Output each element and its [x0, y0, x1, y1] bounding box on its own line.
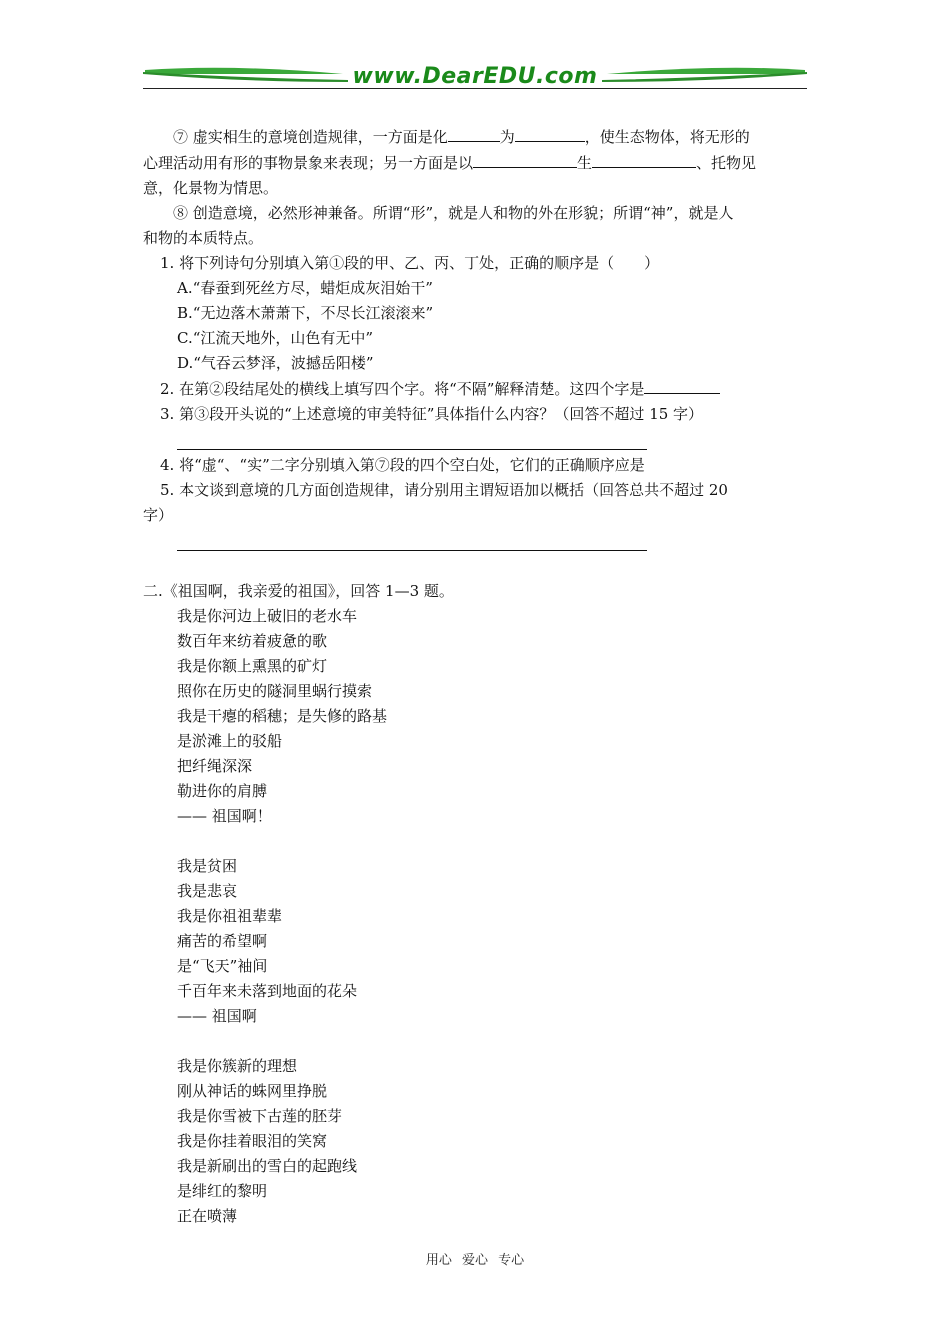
poem-line: 我是干瘪的稻穗；是失修的路基 [177, 707, 388, 725]
poem-line: 我是你雪被下古莲的胚芽 [177, 1107, 343, 1125]
poem-line: 是绯红的黎明 [177, 1182, 268, 1200]
poem-line: 我是你额上熏黑的矿灯 [177, 657, 328, 675]
para8-line2: 和物的本质特点。 [143, 229, 264, 247]
poem-line: 我是你河边上破旧的老水车 [177, 607, 358, 625]
question-3: 3. 第③段开头说的“上述意境的审美特征”具体指什么内容？（回答不超过 15 字） [160, 405, 704, 423]
q1-option-c: C.“江流天地外，山色有无中” [177, 329, 374, 347]
site-logo-text: www.DearEDU.com [352, 64, 598, 89]
answer-line-q5 [177, 528, 647, 551]
poem-line: 我是悲哀 [177, 882, 238, 900]
page-footer: 用心 爱心 专心 [425, 1253, 525, 1268]
poem-line: 我是贫困 [177, 857, 238, 875]
question-1: 1. 将下列诗句分别填入第①段的甲、乙、丙、丁处，正确的顺序是（ ） [160, 254, 660, 272]
poem-line: —— 祖国啊 [177, 1007, 257, 1025]
question-4: 4. 将“虚“、“实”二字分别填入第⑦段的四个空白处，它们的正确顺序应是 [160, 456, 645, 474]
section2-title: 二.《祖国啊，我亲爱的祖国》，回答 1—3 题。 [143, 582, 454, 600]
question-5-line2: 字） [143, 506, 174, 524]
fill-blank [448, 124, 500, 142]
document-body [143, 124, 807, 1229]
poem-line: 照你在历史的隧洞里蜗行摸索 [177, 682, 373, 700]
para7-line1: ⑦ 虚实相生的意境创造规律，一方面是化 为 ，使生态物体，将无形的 [143, 124, 807, 150]
answer-blank [644, 376, 720, 394]
question-5-line1: 5. 本文谈到意境的几方面创造规律，请分别用主谓短语加以概括（回答总共不超过 20 [160, 481, 728, 499]
q1-option-d: D.“气吞云梦泽，波撼岳阳楼” [177, 354, 374, 372]
fill-blank [592, 150, 696, 168]
poem-line: 数百年来纺着疲惫的歌 [177, 632, 328, 650]
poem-line: 勒进你的肩膊 [177, 782, 268, 800]
para8-line1: ⑧ 创造意境，必然形神兼备。所谓“形”，就是人和物的外在形貌；所谓“神”，就是人 [173, 204, 734, 222]
poem-line: 我是你挂着眼泪的笑窝 [177, 1132, 328, 1150]
header-divider [143, 88, 807, 89]
poem-line: 刚从神话的蛛网里挣脱 [177, 1082, 328, 1100]
answer-line-q3 [177, 427, 647, 450]
poem-line: 是“飞天”袖间 [177, 957, 268, 975]
fill-blank [473, 150, 577, 168]
poem-line: 是淤滩上的驳船 [177, 732, 283, 750]
fill-blank [515, 124, 585, 142]
poem-line: 千百年来未落到地面的花朵 [177, 982, 358, 1000]
para7-line2: 心理活动用有形的事物景象来表现；另一方面是以 生 、托物见 [143, 150, 807, 176]
poem-line: 痛苦的希望啊 [177, 932, 268, 950]
poem-line: 我是新刷出的雪白的起跑线 [177, 1157, 358, 1175]
q1-option-b: B.“无边落木萧萧下，不尽长江滚滚来” [177, 304, 434, 322]
q1-option-a: A.“春蚕到死丝方尽，蜡炬成灰泪始干” [177, 279, 433, 297]
poem-line: 我是你祖祖辈辈 [177, 907, 283, 925]
question-2: 2. 在第②段结尾处的横线上填写四个字。将“不隔”解释清楚。这四个字是 [143, 376, 807, 402]
poem-line: 正在喷薄 [177, 1207, 238, 1225]
poem-line: 把纤绳深深 [177, 757, 253, 775]
poem-line: 我是你簇新的理想 [177, 1057, 298, 1075]
para7-line3: 意，化景物为情思。 [143, 179, 279, 197]
poem-line: —— 祖国啊！ [177, 807, 272, 825]
